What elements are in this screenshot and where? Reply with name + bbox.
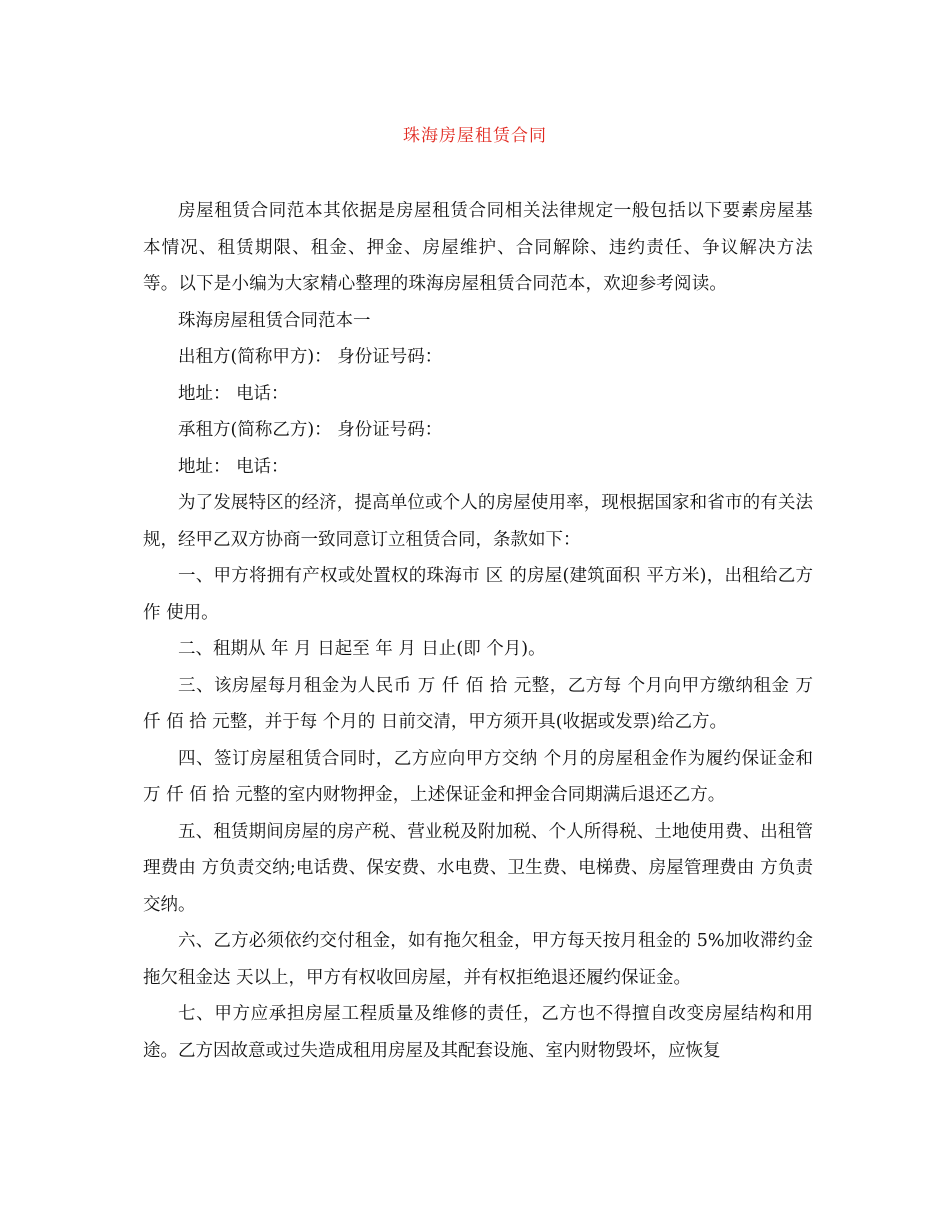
document-title: 珠海房屋租赁合同 <box>403 126 547 146</box>
clause-6: 六、乙方必须依约交付租金，如有拖欠租金，甲方每天按月租金的 5%加收滞约金拖欠租金达 天以上，甲方有权收回房屋，并有权拒绝退还履约保证金。 <box>143 931 813 988</box>
intro-paragraph: 房屋租赁合同范本其依据是房屋租赁合同相关法律规定一般包括以下要素房屋基本情况、租赁期限、租金、押金、房屋维护、合同解除、违约责任、争议解决方法等。以下是小编为大家精心整理的珠海房屋租赁合同范本，欢迎参考阅读。 <box>143 201 813 294</box>
document-body <box>143 193 813 1069</box>
clause-4: 四、签订房屋租赁合同时，乙方应向甲方交纳 个月的房屋租金作为履约保证金和 万 仟 佰 拾 元整的室内财物押金，上述保证金和押金合同期满后退还乙方。 <box>143 748 813 805</box>
preamble-paragraph: 为了发展特区的经济，提高单位或个人的房屋使用率，现根据国家和省市的有关法规，经甲乙双方协商一致同意订立租赁合同，条款如下： <box>143 493 813 550</box>
lessor-address-line: 地址： 电话： <box>178 383 289 404</box>
lessor-line: 出租方(简称甲方)： 身份证号码： <box>178 347 443 367</box>
lessee-line: 承租方(简称乙方)： 身份证号码： <box>178 420 443 440</box>
section-heading: 珠海房屋租赁合同范本一 <box>178 310 371 331</box>
clause-2: 二、租期从 年 月 日起至 年 月 日止(即 个月)。 <box>178 639 546 659</box>
lessee-address-line: 地址： 电话： <box>178 456 289 477</box>
clause-3: 三、该房屋每月租金为人民币 万 仟 佰 拾 元整，乙方每 个月向甲方缴纳租金 万 仟 佰 拾 元整，并于每 个月的 日前交清，甲方须开具(收据或发票)给乙方。 <box>143 675 813 732</box>
clause-7: 七、甲方应承担房屋工程质量及维修的责任，乙方也不得擅自改变房屋结构和用途。乙方因故意或过失造成租用房屋及其配套设施、室内财物毁坏，应恢复 <box>143 1004 813 1061</box>
clause-1: 一、甲方将拥有产权或处置权的珠海市 区 的房屋(建筑面积 平方米)，出租给乙方作 使用。 <box>143 566 813 623</box>
clause-5: 五、租赁期间房屋的房产税、营业税及附加税、个人所得税、土地使用费、出租管理费由 方负责交纳;电话费、保安费、水电费、卫生费、电梯费、房屋管理费由 方负责交纳。 <box>143 821 813 915</box>
